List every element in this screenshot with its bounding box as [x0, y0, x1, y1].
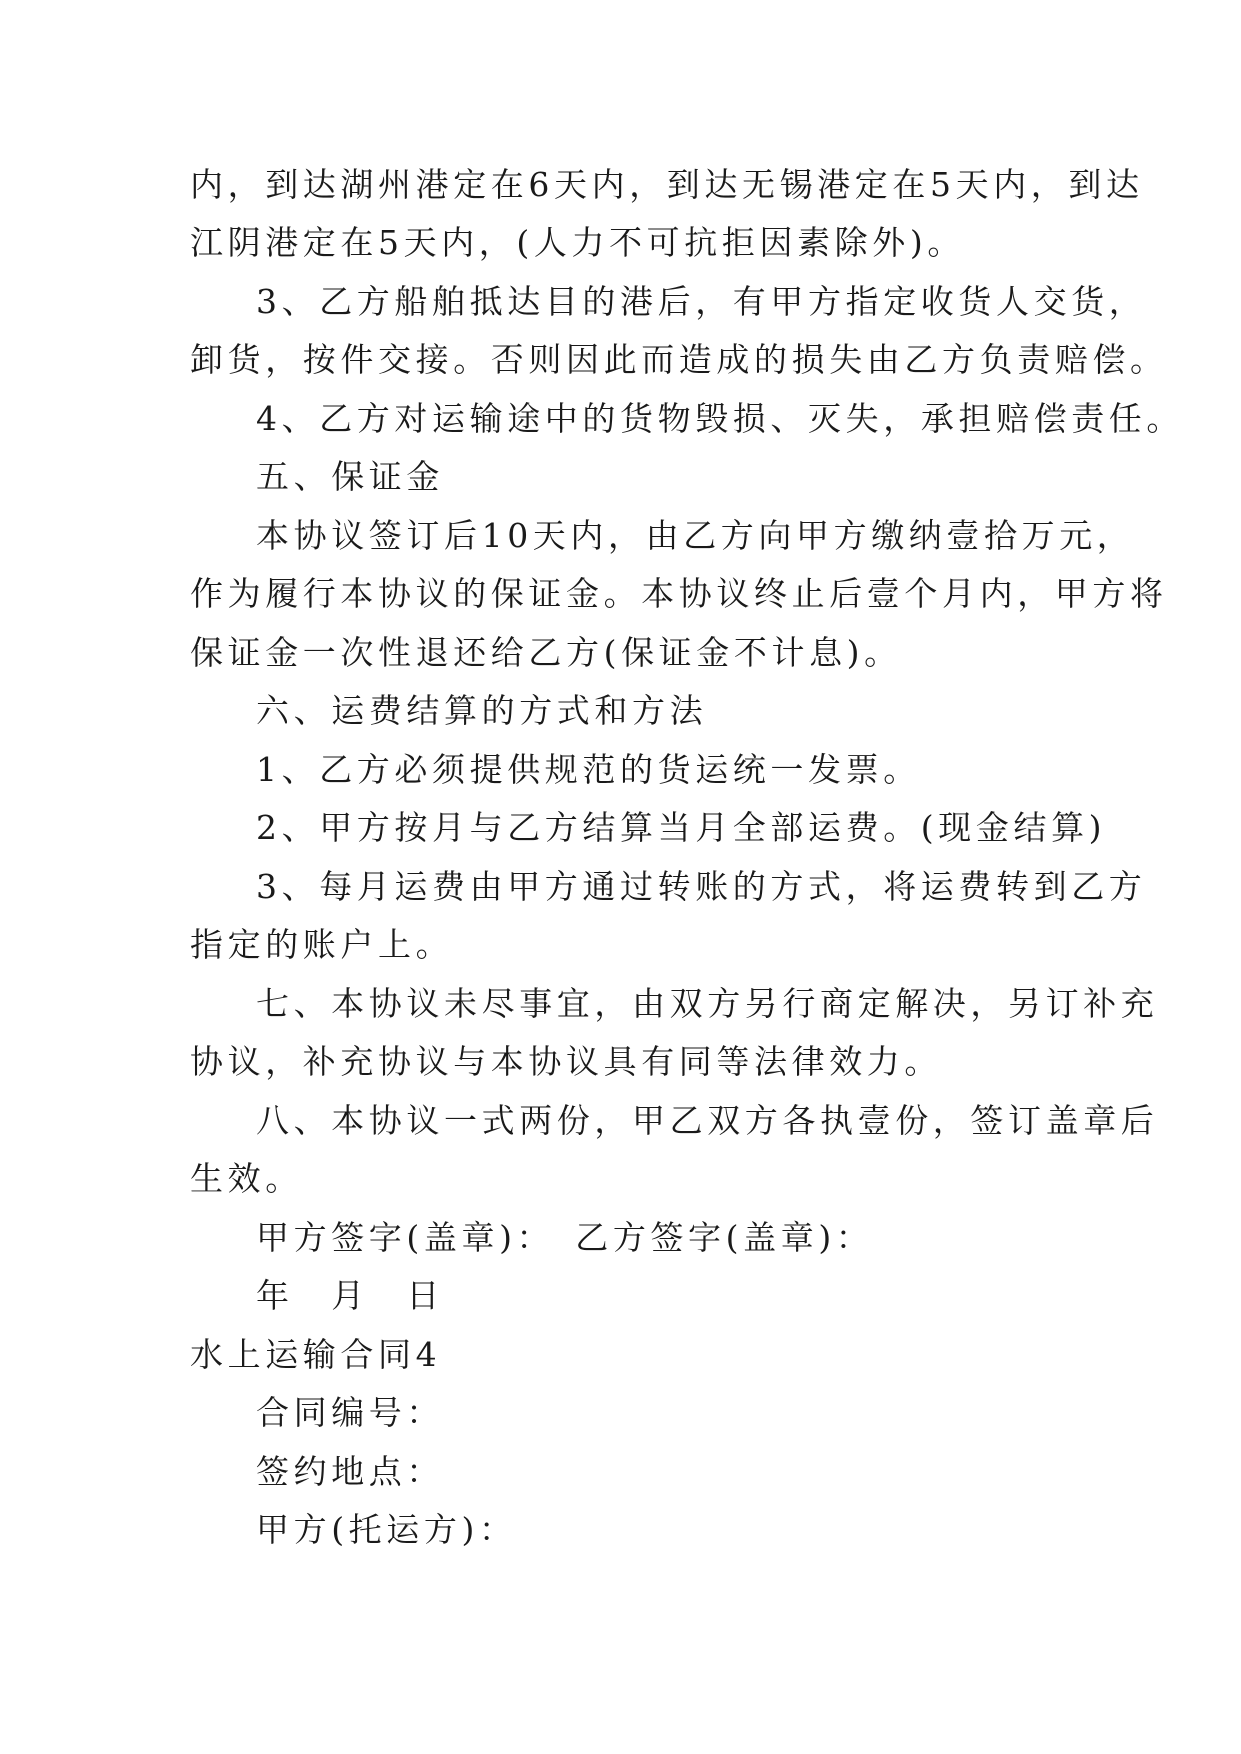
signature-line: 甲方签字(盖章)： 乙方签字(盖章)： [256, 1218, 874, 1257]
paragraph-line: 3、乙方船舶抵达目的港后，有甲方指定收货人交货， [256, 282, 1147, 321]
paragraph-line: 七、本协议未尽事宜，由双方另行商定解决，另订补充 [256, 984, 1159, 1023]
paragraph-line: 卸货，按件交接。否则因此而造成的损失由乙方负责赔偿。 [190, 340, 1168, 379]
paragraph-line: 指定的账户上。 [190, 925, 454, 964]
paragraph-line: 江阴港定在5天内，(人力不可抗拒因素除外)。 [190, 223, 965, 262]
form-field-label: 合同编号： [256, 1393, 444, 1432]
paragraph-line: 4、乙方对运输途中的货物毁损、灭失，承担赔偿责任。 [256, 399, 1184, 438]
paragraph-line: 内，到达湖州港定在6天内，到达无锡港定在5天内，到达 [190, 165, 1144, 204]
paragraph-line: 2、甲方按月与乙方结算当月全部运费。(现金结算) [256, 808, 1107, 847]
paragraph-line: 协议，补充协议与本协议具有同等法律效力。 [190, 1042, 942, 1081]
section-heading: 五、保证金 [256, 457, 444, 496]
paragraph-line: 八、本协议一式两份，甲乙双方各执壹份，签订盖章后 [256, 1101, 1159, 1140]
paragraph-line: 作为履行本协议的保证金。本协议终止后壹个月内，甲方将 [190, 574, 1168, 613]
paragraph-line: 生效。 [190, 1159, 303, 1198]
section-heading: 六、运费结算的方式和方法 [256, 691, 708, 730]
date-line: 年 月 日 [256, 1276, 444, 1315]
form-field-label: 甲方(托运方)： [256, 1510, 517, 1549]
paragraph-line: 本协议签订后10天内，由乙方向甲方缴纳壹拾万元， [256, 516, 1135, 555]
form-field-label: 签约地点： [256, 1452, 444, 1491]
paragraph-line: 1、乙方必须提供规范的货运统一发票。 [256, 750, 921, 789]
document-title: 水上运输合同4 [190, 1335, 442, 1374]
paragraph-line: 3、每月运费由甲方通过转账的方式，将运费转到乙方 [256, 867, 1147, 906]
paragraph-line: 保证金一次性退还给乙方(保证金不计息)。 [190, 633, 902, 672]
